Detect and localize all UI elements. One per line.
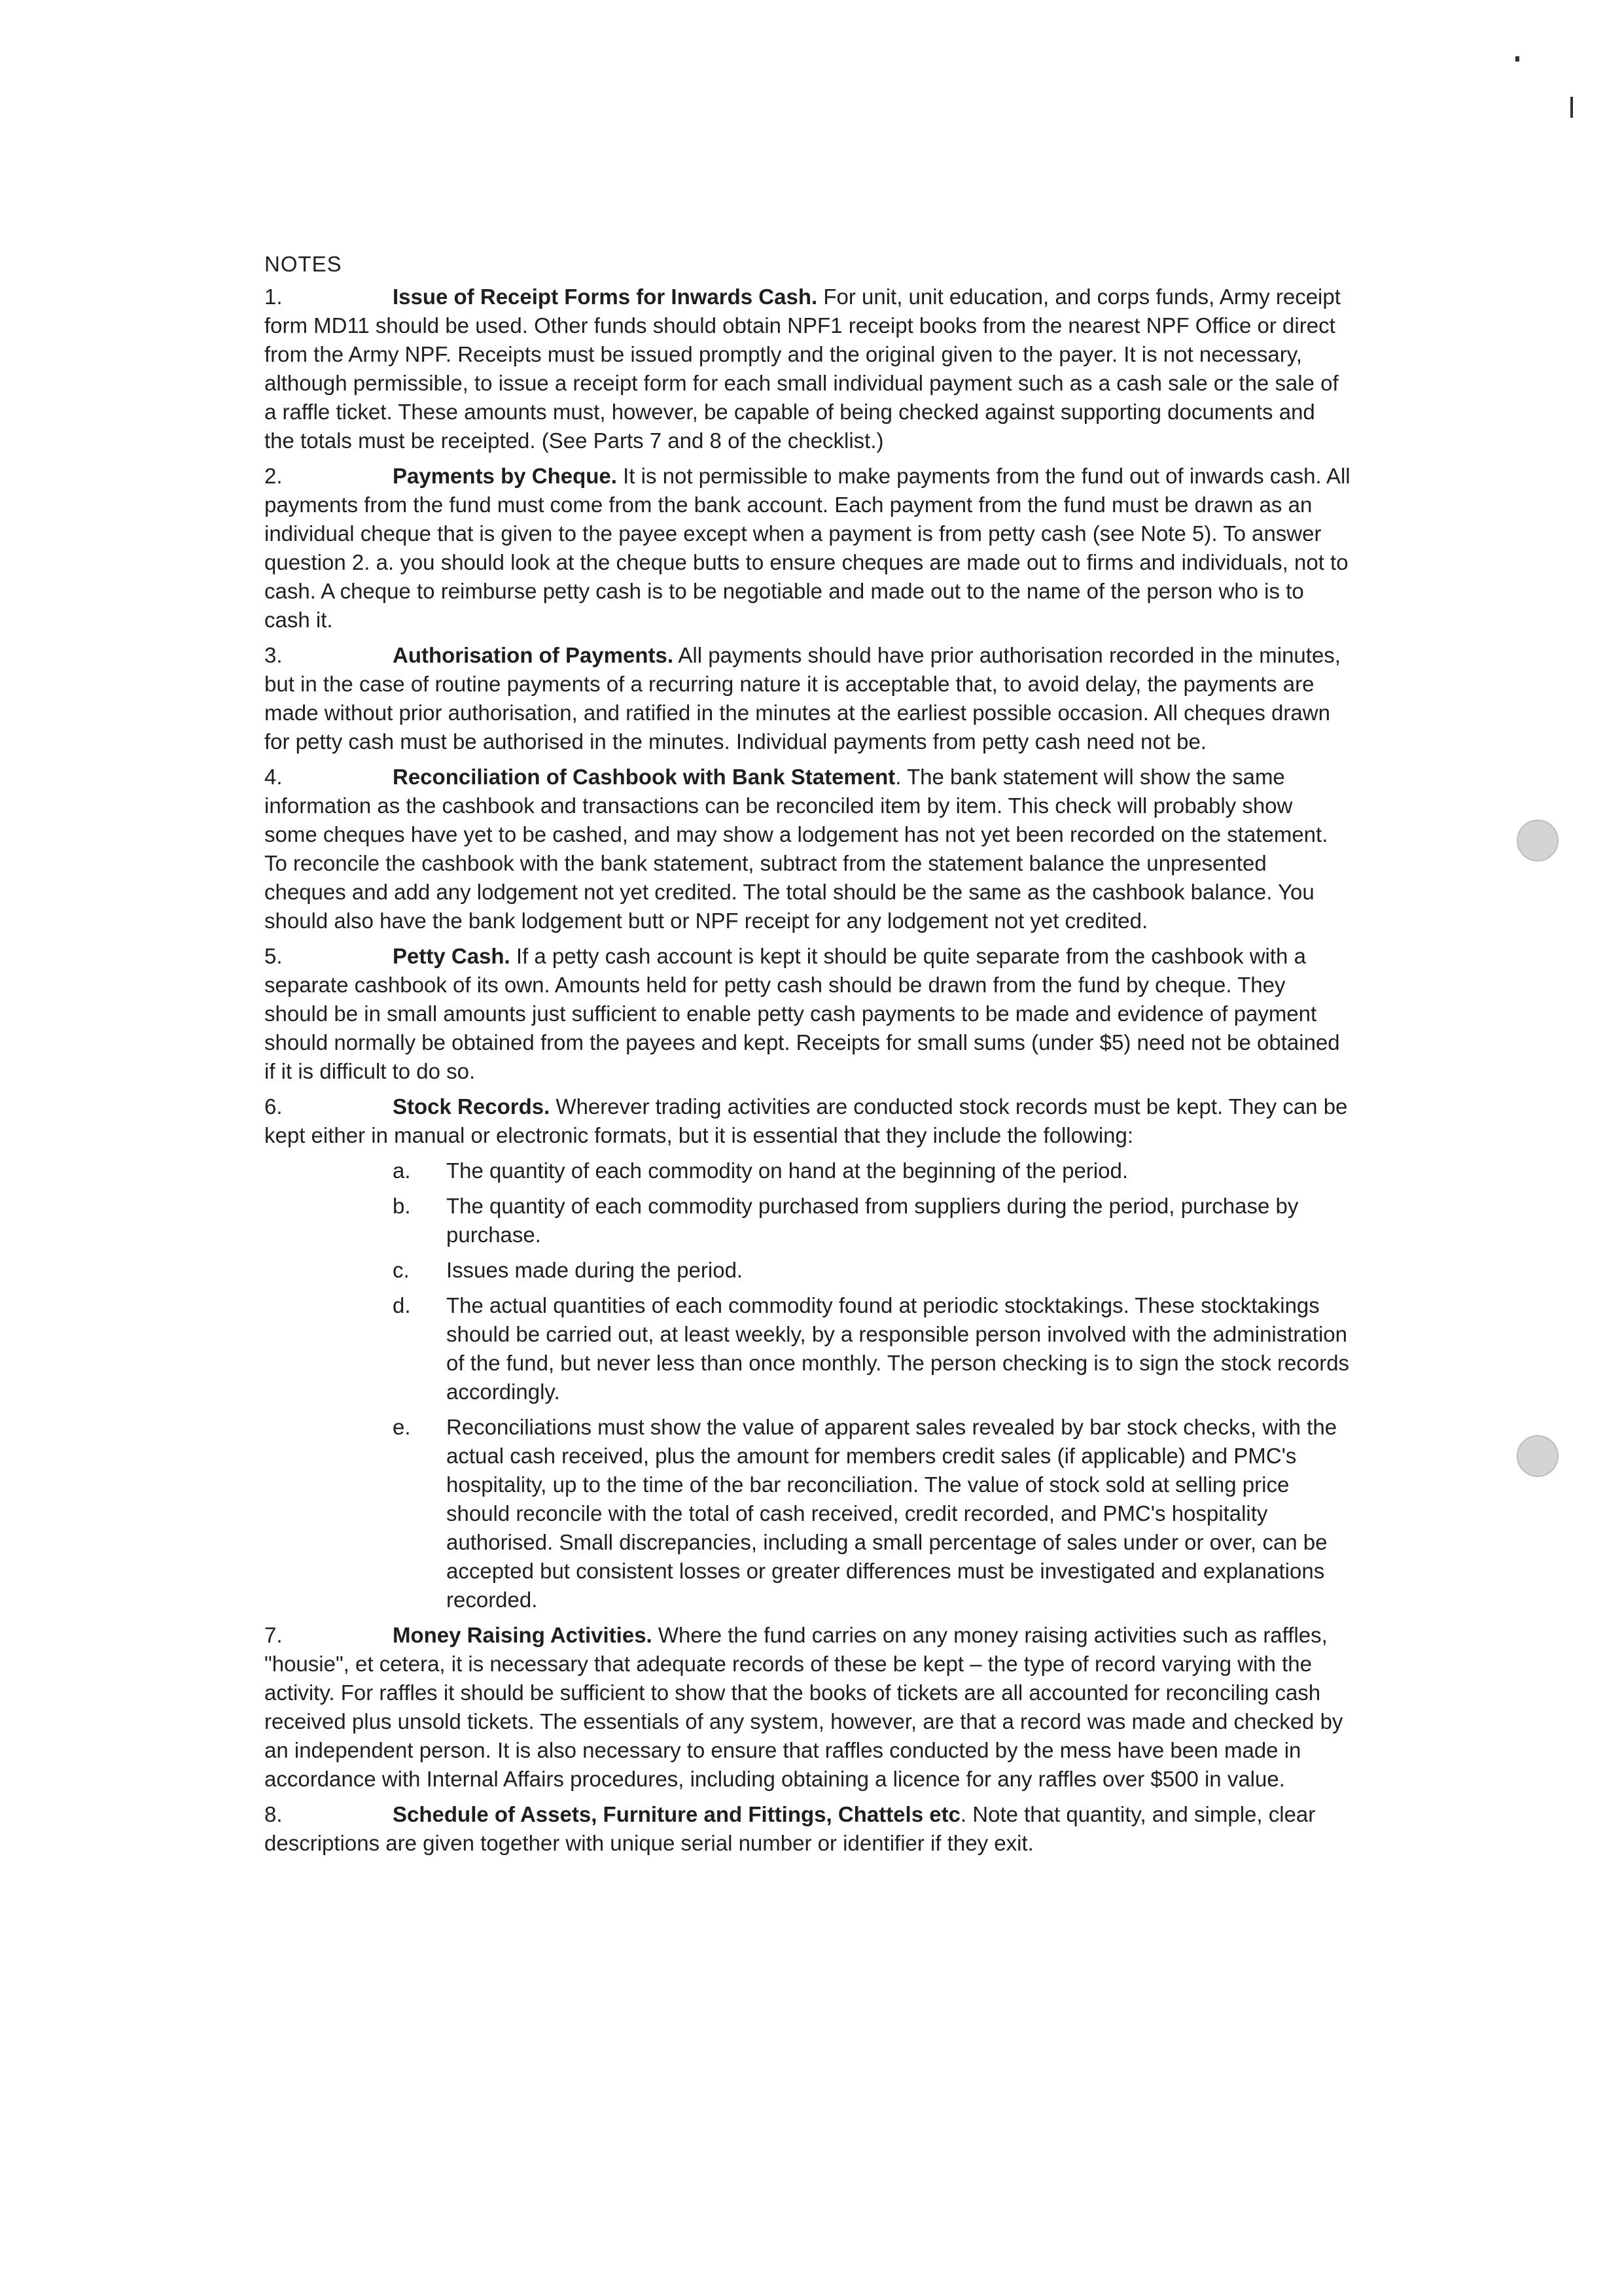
note-number: 6.	[264, 1094, 283, 1119]
note-title: Petty Cash.	[393, 944, 510, 968]
note-number: 1.	[264, 285, 283, 309]
scan-speck	[1570, 97, 1573, 118]
note-number: 7.	[264, 1623, 283, 1647]
note-text: Wherever trading activities are conducted stock records must be kept. They can be kept either in manual or electronic formats, but it is essential that they include the following:	[264, 1094, 1348, 1147]
note-text: All payments should have prior authorisation recorded in the minutes, but in the case of routine payments of a recurring nature it is acceptable that, to avoid delay, the payments are made without prior authorisation, and ratified in the minutes at the earliest possible occasion. All cheques drawn for petty cash must be authorised in the minutes. Individual payments from petty cash need not be.	[264, 643, 1341, 754]
punch-hole-lower	[1517, 1435, 1559, 1477]
note-8	[264, 1800, 1350, 1858]
list-item-text: The quantity of each commodity on hand at the beginning of the period.	[446, 1158, 1129, 1183]
list-item-letter: b.	[393, 1194, 411, 1218]
note-7	[264, 1621, 1350, 1794]
stock-records-list	[264, 1157, 1350, 1614]
note-number: 3.	[264, 643, 283, 667]
note-number: 8.	[264, 1802, 283, 1826]
list-item-text: The quantity of each commodity purchased from suppliers during the period, purchase by purchase.	[446, 1194, 1299, 1247]
list-item-text: The actual quantities of each commodity found at periodic stocktakings. These stocktakings should be carried out, at least weekly, by a responsible person involved with the administration of the fund, but never less than once monthly. The person checking is to sign the stock records accordingly.	[446, 1293, 1350, 1404]
list-item	[264, 1413, 1350, 1614]
note-title: Payments by Cheque.	[393, 464, 617, 488]
list-item-letter: d.	[393, 1293, 411, 1317]
note-text: If a petty cash account is kept it should be quite separate from the cashbook with a separate cashbook of its own. Amounts held for petty cash should be drawn from the fund by cheque. They should be in small amounts just sufficient to enable petty cash payments to be made and evidence of payment should normally be obtained from the payees and kept. Receipts for small sums (under $5) need not be obtained if it is difficult to do so.	[264, 944, 1340, 1083]
note-text: It is not permissible to make payments from the fund out of inwards cash. All payments from the fund must come from the bank account. Each payment from the fund must be drawn as an individual cheque that is given to the payee except when a payment is from petty cash (see Note 5). To answer question 2. a. you should look at the cheque butts to ensure cheques are made out to firms and individuals, not to cash. A cheque to reimburse petty cash is to be negotiable and made out to the name of the person who is to cash it.	[264, 464, 1350, 632]
list-item	[264, 1256, 1350, 1285]
list-item	[264, 1291, 1350, 1406]
list-item-letter: e.	[393, 1415, 411, 1439]
note-1	[264, 283, 1350, 455]
note-6	[264, 1092, 1350, 1150]
list-item-text: Reconciliations must show the value of apparent sales revealed by bar stock checks, with the actual cash received, plus the amount for members credit sales (if applicable) and PMC's hospitality, up to the time of the bar reconciliation. The value of stock sold at selling price should reconcile with the total of cash received, credit recorded, and PMC's hospitality authorised. Small discrepancies, including a small percentage of sales under or over, can be accepted but consistent losses or greater differences must be investigated and explanations recorded.	[446, 1415, 1337, 1612]
notes-document	[264, 250, 1350, 1864]
list-item	[264, 1192, 1350, 1249]
note-text: . The bank statement will show the same information as the cashbook and transactions can be reconciled item by item. This check will probably show some cheques have yet to be cashed, and may show a lodgement has not yet been recorded on the statement. To reconcile the cashbook with the bank statement, subtract from the statement balance the unpresented cheques and add any lodgement not yet credited. The total should be the same as the cashbook balance. You should also have the bank lodgement butt or NPF receipt for any lodgement not yet credited.	[264, 765, 1328, 933]
note-4	[264, 763, 1350, 935]
note-2	[264, 462, 1350, 635]
note-text: . Note that quantity, and simple, clear descriptions are given together with unique serial number or identifier if they exit.	[264, 1802, 1316, 1855]
note-title: Authorisation of Payments.	[393, 643, 674, 667]
note-title: Schedule of Assets, Furniture and Fittings, Chattels etc	[393, 1802, 961, 1826]
note-text: For unit, unit education, and corps funds, Army receipt form MD11 should be used. Other funds should obtain NPF1 receipt books from the nearest NPF Office or direct from the Army NPF. Receipts must be issued promptly and the original given to the payer. It is not necessary, although permissible, to issue a receipt form for each small individual payment such as a cash sale or the sale of a raffle ticket. These amounts must, however, be capable of being checked against supporting documents and the totals must be receipted. (See Parts 7 and 8 of the checklist.)	[264, 285, 1341, 453]
punch-hole-upper	[1517, 820, 1559, 861]
note-5	[264, 942, 1350, 1086]
note-title: Stock Records.	[393, 1094, 550, 1119]
note-number: 2.	[264, 464, 283, 488]
list-item	[264, 1157, 1350, 1185]
note-title: Reconciliation of Cashbook with Bank Statement	[393, 765, 896, 789]
note-number: 4.	[264, 765, 283, 789]
list-item-letter: c.	[393, 1258, 410, 1282]
note-number: 5.	[264, 944, 283, 968]
list-item-letter: a.	[393, 1158, 411, 1183]
notes-heading: NOTES	[264, 252, 342, 276]
note-title: Money Raising Activities.	[393, 1623, 652, 1647]
note-title: Issue of Receipt Forms for Inwards Cash.	[393, 285, 818, 309]
note-3	[264, 641, 1350, 756]
note-text: Where the fund carries on any money raising activities such as raffles, "housie", et cetera, it is necessary that adequate records of these be kept – the type of record varying with the activity. For raffles it should be sufficient to show that the books of tickets are all accounted for reconciling cash received plus unsold tickets. The essentials of any system, however, are that a record was made and checked by an independent person. It is also necessary to ensure that raffles conducted by the mess have been made in accordance with Internal Affairs procedures, including obtaining a licence for any raffles over $500 in value.	[264, 1623, 1343, 1791]
scan-speck	[1515, 56, 1519, 61]
list-item-text: Issues made during the period.	[446, 1258, 743, 1282]
